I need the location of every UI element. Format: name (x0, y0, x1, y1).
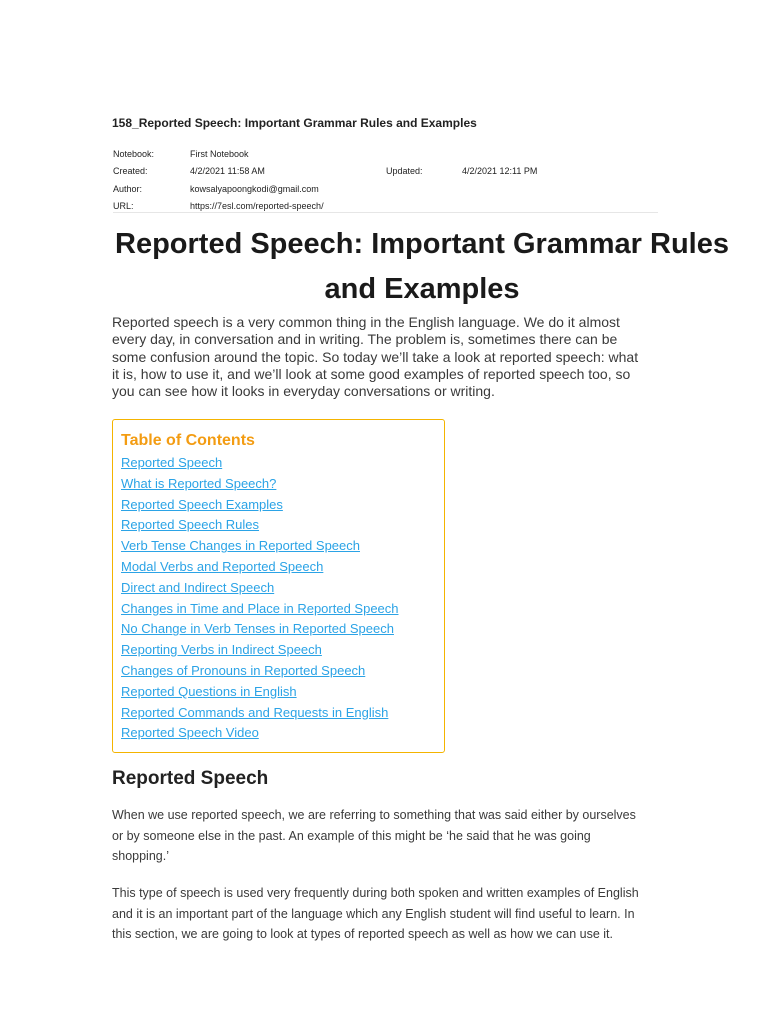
created-value: 4/2/2021 11:58 AM (190, 166, 265, 177)
toc-link-reported-commands[interactable]: Reported Commands and Requests in English (121, 704, 389, 720)
url-label: URL: (113, 201, 134, 212)
toc-item (121, 495, 444, 516)
toc-title: Table of Contents (121, 432, 255, 449)
section-heading: Reported Speech (112, 768, 269, 789)
toc-link-modal-verbs[interactable]: Modal Verbs and Reported Speech (121, 558, 324, 574)
note-title: 158_Reported Speech: Important Grammar Rules and Examples (112, 116, 477, 130)
toc-item (121, 640, 444, 661)
toc-link-direct-indirect-speech[interactable]: Direct and Indirect Speech (121, 579, 275, 595)
toc-item (121, 453, 444, 474)
article-heading: Reported Speech: Important Grammar Rules and Examples (115, 228, 729, 305)
toc-item (121, 536, 444, 557)
url-value[interactable]: https://7esl.com/reported-speech/ (190, 201, 324, 212)
toc-link-reported-speech-examples[interactable]: Reported Speech Examples (121, 496, 283, 512)
created-label: Created: (113, 166, 148, 177)
intro-paragraph: Reported speech is a very common thing in the English language. We do it almost every day, in conversation and in writing. The problem is, sometimes there can be some confusion around the topic. So today we’ll take a look at reported speech: what it is, how to use it, and we’ll look at some good examples of reported speech too, so you can see how it looks in everyday conversations or writing. (112, 314, 639, 400)
toc-item (121, 557, 444, 578)
updated-label: Updated: (386, 166, 423, 177)
body-paragraph: When we use reported speech, we are referring to something that was said either by ourselves or by someone else in the past. An example of this might be ‘he said that he was going shopping.’ (112, 808, 636, 863)
toc-list (121, 453, 444, 744)
toc-item (121, 599, 444, 620)
toc-item (121, 515, 444, 536)
toc-item (121, 723, 444, 744)
toc-link-reported-speech-rules[interactable]: Reported Speech Rules (121, 517, 260, 533)
author-label: Author: (113, 183, 143, 194)
toc-link-reported-questions[interactable]: Reported Questions in English (121, 683, 297, 699)
note-metadata (113, 145, 658, 215)
notebook-label: Notebook: (113, 148, 155, 159)
notebook-value: First Notebook (190, 148, 249, 159)
meta-row-created (113, 163, 658, 181)
toc-item (121, 578, 444, 599)
toc-item (121, 703, 444, 724)
toc-item (121, 682, 444, 703)
toc-item (121, 619, 444, 640)
toc-link-pronoun-changes[interactable]: Changes of Pronouns in Reported Speech (121, 662, 366, 678)
toc-link-time-place-changes[interactable]: Changes in Time and Place in Reported Speech (121, 600, 399, 616)
metadata-divider (113, 212, 658, 213)
toc-link-reported-speech-video[interactable]: Reported Speech Video (121, 725, 259, 741)
body-paragraph: This type of speech is used very frequently during both spoken and written examples of English and it is an important part of the language which any English student will find useful to learn. In this section, we are going to look at types of reported speech as well as how we can use it. (112, 886, 639, 941)
author-value: kowsalyapoongkodi@gmail.com (190, 183, 319, 194)
table-of-contents (112, 419, 445, 753)
meta-row-notebook (113, 145, 658, 163)
toc-link-what-is-reported-speech[interactable]: What is Reported Speech? (121, 475, 277, 491)
updated-value: 4/2/2021 12:11 PM (462, 166, 538, 177)
meta-row-author (113, 180, 658, 198)
toc-link-verb-tense-changes[interactable]: Verb Tense Changes in Reported Speech (121, 538, 360, 554)
toc-link-reported-speech[interactable]: Reported Speech (121, 455, 223, 470)
toc-item (121, 661, 444, 682)
toc-link-reporting-verbs[interactable]: Reporting Verbs in Indirect Speech (121, 642, 322, 658)
toc-item (121, 474, 444, 495)
toc-link-no-change-verb-tenses[interactable]: No Change in Verb Tenses in Reported Speech (121, 621, 394, 637)
